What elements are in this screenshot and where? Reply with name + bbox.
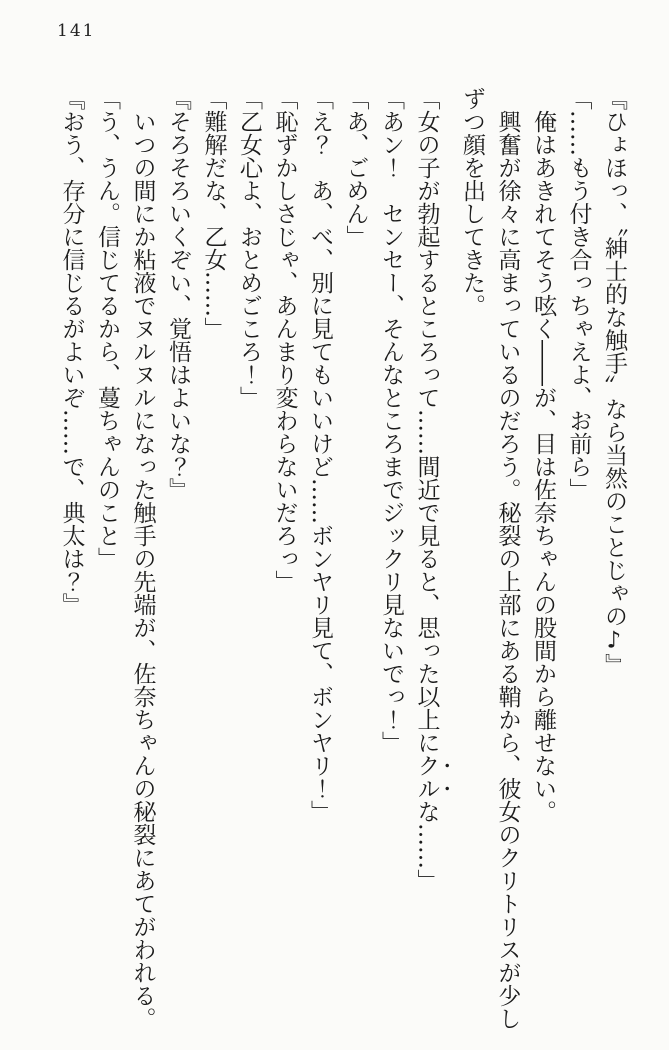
paragraph: 「……もう付き合っちゃえよ、お前ら」 <box>565 87 592 501</box>
paragraph: 興奮が徐々に高まっているのだろう。秘裂の上部にある鞘から、彼女のクリトリスが少しずつ顔を出してきた。 <box>459 87 521 1030</box>
emphasized-text: クル <box>413 754 440 800</box>
paragraph: 「恥ずかしさじゃ、あんまり変わらないだろっ」 <box>271 87 298 593</box>
paragraph: 「あン！ センセー、そんなところまでジックリ見ないでっ！」 <box>378 87 404 754</box>
paragraph: 『そろそろいくぞい、覚悟はよいな？』 <box>165 87 191 501</box>
paragraph: 俺はあきれてそう呟く――が、目は佐奈ちゃんの股間から離せない。 <box>530 110 556 823</box>
paragraph-text: な……」 <box>413 800 440 892</box>
paragraph: 『おう、存分に信じるがよいぞ……で、典太は？』 <box>58 87 85 616</box>
page-number: 141 <box>57 21 96 41</box>
paragraph: いつの間にか粘液でヌルヌルになった触手の先端が、佐奈ちゃんの秘裂にあてがわれる。 <box>129 110 156 1030</box>
paragraph-text: 「女の子が勃起するところって……間近で見ると、思った以上に <box>413 87 440 754</box>
paragraph: 「あ、ごめん」 <box>342 87 369 248</box>
paragraph: 「乙女心よ、おとめごころ！」 <box>236 87 262 409</box>
paragraph: 「え？ あ、べ、別に見てもいいけど……ボンヤリ見て、ボンヤリ！」 <box>307 87 333 823</box>
paragraph <box>408 87 454 1031</box>
paragraph: 『ひょほっ、〝紳士的な触手〞なら当然のことじゃの♪』 <box>601 87 627 677</box>
paragraph: 「難解だな、乙女……」 <box>200 87 227 340</box>
text-block <box>31 87 631 1031</box>
paragraph: 「う、うん。信じてるから、蔓ちゃんのこと」 <box>94 87 120 570</box>
